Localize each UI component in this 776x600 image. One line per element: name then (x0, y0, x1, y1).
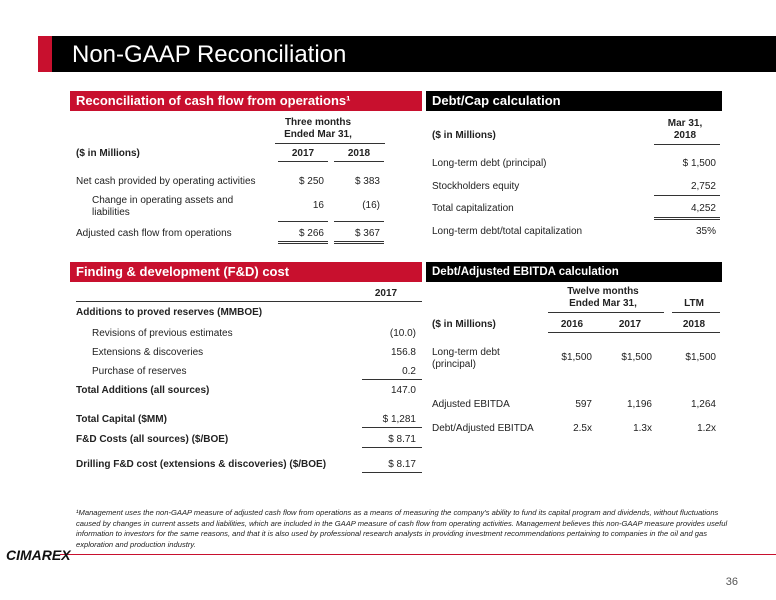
cfo-col1: 2017 (291, 148, 315, 159)
cfo-row-v2: $ 383 (354, 176, 380, 187)
cfo-period-underline (275, 143, 385, 144)
debtcap-row-value: $ 1,500 (682, 158, 716, 169)
ebitda-row-label: Long-term debt (432, 347, 500, 358)
fd-row-value: (10.0) (389, 328, 416, 339)
fd-total-additions-value: 147.0 (390, 385, 416, 396)
ebitda-heading: Debt/Adjusted EBITDA calculation (426, 262, 722, 282)
cfo-row-label: Adjusted cash flow from operations (76, 228, 232, 239)
ebitda-row-v3: $1,500 (685, 352, 716, 363)
fd-drilling-line (362, 472, 422, 473)
cfo-period-line2: Ended Mar 31, (284, 129, 352, 140)
ebitda-period-line2: Ended Mar 31, (569, 298, 637, 309)
cfo-col1-underline (278, 161, 328, 162)
ebitda-row-label: Adjusted EBITDA (432, 399, 510, 410)
cfo-row-v2: $ 367 (354, 228, 380, 239)
cfo-row-label: Change in operating assets and (92, 195, 234, 206)
cfo-sum-line1 (278, 221, 328, 222)
debtcap-row-value: 4,252 (690, 203, 716, 214)
debtcap-row-label: Long-term debt (principal) (432, 158, 547, 169)
cfo-total-line1 (278, 241, 328, 244)
fd-col: 2017 (374, 288, 398, 299)
ebitda-row-v1: 2.5x (573, 423, 592, 434)
page-number: 36 (725, 576, 738, 588)
cfo-sum-line2 (334, 221, 384, 222)
cfo-units: ($ in Millions) (76, 148, 140, 159)
cfo-row-v2: (16) (362, 200, 380, 211)
debtcap-col-line1: Mar 31, (667, 118, 703, 129)
fd-total-capital-label: Total Capital ($MM) (76, 414, 167, 425)
cfo-row-label-cont: liabilities (92, 207, 130, 218)
fd-sum-line (362, 379, 422, 380)
ebitda-period-underline (548, 312, 664, 313)
fd-costs-line (362, 447, 422, 448)
cfo-heading: Reconciliation of cash flow from operations¹ (70, 91, 422, 111)
footer-bar (0, 545, 776, 567)
fd-row-label: Purchase of reserves (92, 366, 187, 377)
fd-section-label: Additions to proved reserves (MMBOE) (76, 307, 263, 318)
fd-drilling-label: Drilling F&D cost (extensions & discoveries) ($/BOE) (76, 459, 327, 470)
fd-capital-line (362, 427, 422, 428)
cfo-total-line2 (334, 241, 384, 244)
fd-costs-label: F&D Costs (all sources) ($/BOE) (76, 434, 229, 445)
ebitda-row-label: Debt/Adjusted EBITDA (432, 423, 534, 434)
ebitda-row-v1: 597 (575, 399, 592, 410)
cfo-col2: 2018 (347, 148, 371, 159)
footnote: ¹Management uses the non-GAAP measure of adjusted cash flow from operations as a means of measuring the company's ability to fund its capital program and dividends, without fluctuations caused by changes in current assets and liabilities, which are included in the GAAP measure of cash flow from operating activities. Management believes this non-GAAP measure provides useful information to investors for the same reasons, and that it is also used by professional research analysts in providing investment recommendations pertaining to companies in the oil and gas exploration and production industry. (76, 508, 728, 549)
ebitda-col2: 2017 (618, 319, 642, 330)
debtcap-row-label: Total capitalization (432, 203, 514, 214)
debtcap-heading: Debt/Cap calculation (426, 91, 722, 111)
ebitda-row-v2: $1,500 (621, 352, 652, 363)
debtcap-row-value: 2,752 (690, 181, 716, 192)
footer-rule (60, 554, 776, 555)
cfo-row-label: Net cash provided by operating activities (76, 176, 256, 187)
page-title: Non-GAAP Reconciliation (72, 41, 347, 68)
ebitda-row-v2: 1.3x (633, 423, 652, 434)
cfo-col2-underline (334, 161, 384, 162)
fd-costs-value: $ 8.71 (388, 434, 416, 445)
debtcap-col-underline (654, 144, 720, 145)
fd-header-underline (76, 301, 422, 302)
cfo-row-v1: $ 250 (298, 176, 324, 187)
fd-total-capital-value: $ 1,281 (382, 414, 416, 425)
ebitda-units: ($ in Millions) (432, 319, 496, 330)
ebitda-row-label-cont: (principal) (432, 359, 476, 370)
company-logo: CIMAREX (6, 547, 71, 563)
fd-row-label: Extensions & discoveries (92, 347, 204, 358)
cfo-row-v1: $ 266 (298, 228, 324, 239)
fd-row-label: Revisions of previous estimates (92, 328, 233, 339)
debtcap-row-label: Long-term debt/total capitalization (432, 226, 583, 237)
debtcap-units: ($ in Millions) (432, 130, 496, 141)
fd-heading: Finding & development (F&D) cost (70, 262, 422, 282)
cfo-period-line1: Three months (284, 117, 352, 128)
debtcap-sum-line (654, 195, 720, 196)
title-accent-bar (38, 36, 52, 72)
debtcap-row-value: 35% (695, 226, 716, 237)
fd-drilling-value: $ 8.17 (388, 459, 416, 470)
fd-total-additions-label: Total Additions (all sources) (76, 385, 210, 396)
ebitda-row-v3: 1.2x (697, 423, 716, 434)
ebitda-period-line1: Twelve months (567, 286, 639, 297)
ebitda-row-v2: 1,196 (626, 399, 652, 410)
ebitda-col1: 2016 (560, 319, 584, 330)
fd-row-value: 156.8 (390, 347, 416, 358)
ebitda-col-underline (548, 332, 720, 333)
ebitda-ltm-underline (672, 312, 720, 313)
debtcap-total-line (654, 217, 720, 220)
ebitda-row-v1: $1,500 (561, 352, 592, 363)
debtcap-col-line2: 2018 (673, 130, 697, 141)
ebitda-ltm: LTM (684, 298, 704, 309)
cfo-row-v1: 16 (312, 200, 324, 211)
fd-row-value: 0.2 (402, 366, 416, 377)
debtcap-row-label: Stockholders equity (432, 181, 520, 192)
ebitda-row-v3: 1,264 (690, 399, 716, 410)
ebitda-col3: 2018 (682, 319, 706, 330)
